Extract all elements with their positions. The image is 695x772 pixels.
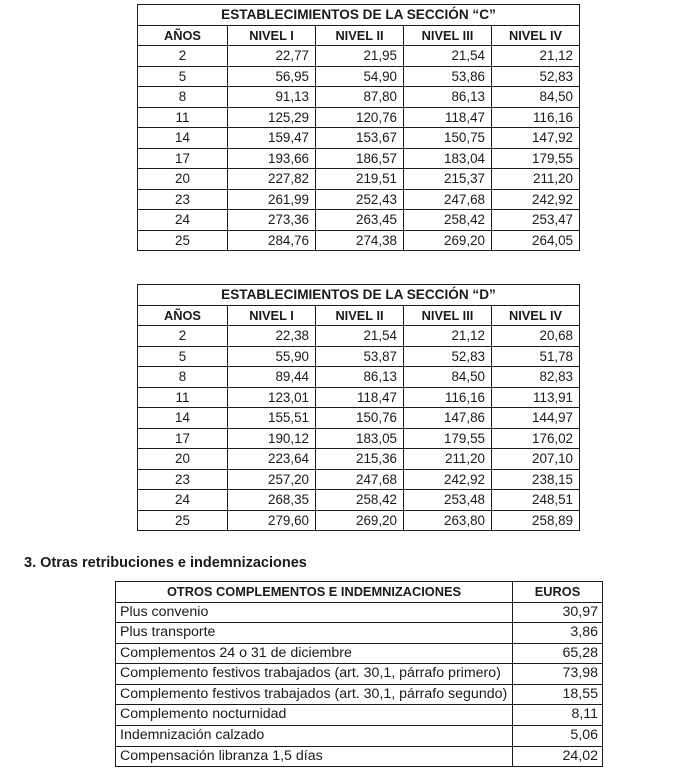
value-cell: 238,15: [492, 469, 580, 490]
years-cell: 17: [138, 428, 228, 449]
table-row: [138, 148, 580, 169]
amount-cell: 24,02: [513, 746, 603, 767]
value-cell: 179,55: [492, 148, 580, 169]
value-cell: 257,20: [228, 469, 316, 490]
table-row: [116, 684, 603, 705]
concept-cell: Complemento nocturnidad: [116, 705, 513, 726]
years-cell: 25: [138, 510, 228, 531]
value-cell: 20,68: [492, 326, 580, 347]
value-cell: 84,50: [404, 367, 492, 388]
value-cell: 215,37: [404, 169, 492, 190]
value-cell: 253,48: [404, 490, 492, 511]
table-row: [116, 664, 603, 685]
years-cell: 5: [138, 346, 228, 367]
years-cell: 11: [138, 387, 228, 408]
value-cell: 51,78: [492, 346, 580, 367]
value-cell: 54,90: [316, 66, 404, 87]
value-cell: 274,38: [316, 230, 404, 251]
table-row: [138, 210, 580, 231]
value-cell: 86,13: [316, 367, 404, 388]
table-row: [138, 490, 580, 511]
value-cell: 263,80: [404, 510, 492, 531]
value-cell: 86,13: [404, 87, 492, 108]
amount-cell: 3,86: [513, 623, 603, 644]
column-header-nivel-3: NIVEL III: [404, 305, 492, 326]
value-cell: 179,55: [404, 428, 492, 449]
value-cell: 263,45: [316, 210, 404, 231]
value-cell: 223,64: [228, 449, 316, 470]
column-header-nivel-1: NIVEL I: [228, 305, 316, 326]
table-row: [116, 746, 603, 767]
value-cell: 21,54: [404, 46, 492, 67]
value-cell: 21,12: [404, 326, 492, 347]
value-cell: 84,50: [492, 87, 580, 108]
value-cell: 113,91: [492, 387, 580, 408]
value-cell: 211,20: [404, 449, 492, 470]
column-header-anos: AÑOS: [138, 305, 228, 326]
value-cell: 258,42: [404, 210, 492, 231]
table-row: [138, 46, 580, 67]
value-cell: 211,20: [492, 169, 580, 190]
column-header-nivel-3: NIVEL III: [404, 25, 492, 46]
value-cell: 123,01: [228, 387, 316, 408]
value-cell: 91,13: [228, 87, 316, 108]
years-cell: 2: [138, 46, 228, 67]
amount-cell: 18,55: [513, 684, 603, 705]
years-cell: 23: [138, 189, 228, 210]
value-cell: 125,29: [228, 107, 316, 128]
value-cell: 242,92: [492, 189, 580, 210]
years-cell: 25: [138, 230, 228, 251]
table-row: [138, 469, 580, 490]
value-cell: 279,60: [228, 510, 316, 531]
amount-cell: 5,06: [513, 726, 603, 747]
value-cell: 21,12: [492, 46, 580, 67]
table-row: [138, 428, 580, 449]
years-cell: 17: [138, 148, 228, 169]
years-cell: 24: [138, 490, 228, 511]
years-cell: 11: [138, 107, 228, 128]
amount-cell: 8,11: [513, 705, 603, 726]
value-cell: 120,76: [316, 107, 404, 128]
value-cell: 52,83: [404, 346, 492, 367]
value-cell: 261,99: [228, 189, 316, 210]
other-complements-table: [115, 581, 603, 767]
years-cell: 8: [138, 87, 228, 108]
table-row: [116, 643, 603, 664]
concept-cell: Plus transporte: [116, 623, 513, 644]
value-cell: 186,57: [316, 148, 404, 169]
table-row: [138, 128, 580, 149]
years-cell: 8: [138, 367, 228, 388]
table-row: [116, 602, 603, 623]
concept-cell: Indemnización calzado: [116, 726, 513, 747]
value-cell: 248,51: [492, 490, 580, 511]
concept-cell: Complemento festivos trabajados (art. 30,1, párrafo segundo): [116, 684, 513, 705]
table-row: [138, 230, 580, 251]
value-cell: 153,67: [316, 128, 404, 149]
value-cell: 155,51: [228, 408, 316, 429]
value-cell: 247,68: [404, 189, 492, 210]
table-row: [138, 510, 580, 531]
years-cell: 20: [138, 449, 228, 470]
value-cell: 22,38: [228, 326, 316, 347]
value-cell: 258,42: [316, 490, 404, 511]
column-header-concept: OTROS COMPLEMENTOS E INDEMNIZACIONES: [116, 582, 513, 603]
amount-cell: 65,28: [513, 643, 603, 664]
value-cell: 247,68: [316, 469, 404, 490]
header-row: [116, 582, 603, 603]
salary-table-section-d: [137, 284, 580, 531]
value-cell: 52,83: [492, 66, 580, 87]
value-cell: 147,86: [404, 408, 492, 429]
amount-cell: 73,98: [513, 664, 603, 685]
value-cell: 21,54: [316, 326, 404, 347]
value-cell: 193,66: [228, 148, 316, 169]
table-row: [138, 107, 580, 128]
table-row: [138, 87, 580, 108]
value-cell: 264,05: [492, 230, 580, 251]
value-cell: 252,43: [316, 189, 404, 210]
column-header-nivel-2: NIVEL II: [316, 25, 404, 46]
years-cell: 23: [138, 469, 228, 490]
value-cell: 150,76: [316, 408, 404, 429]
column-header-nivel-4: NIVEL IV: [492, 25, 580, 46]
header-row: [138, 25, 580, 46]
amount-cell: 30,97: [513, 602, 603, 623]
value-cell: 21,95: [316, 46, 404, 67]
value-cell: 253,47: [492, 210, 580, 231]
table-row: [138, 408, 580, 429]
value-cell: 144,97: [492, 408, 580, 429]
table-row: [138, 387, 580, 408]
value-cell: 207,10: [492, 449, 580, 470]
header-row: [138, 305, 580, 326]
value-cell: 56,95: [228, 66, 316, 87]
value-cell: 118,47: [316, 387, 404, 408]
concept-cell: Complemento festivos trabajados (art. 30,1, párrafo primero): [116, 664, 513, 685]
value-cell: 150,75: [404, 128, 492, 149]
value-cell: 118,47: [404, 107, 492, 128]
value-cell: 273,36: [228, 210, 316, 231]
value-cell: 82,83: [492, 367, 580, 388]
value-cell: 215,36: [316, 449, 404, 470]
value-cell: 53,87: [316, 346, 404, 367]
column-header-nivel-1: NIVEL I: [228, 25, 316, 46]
years-cell: 24: [138, 210, 228, 231]
concept-cell: Plus convenio: [116, 602, 513, 623]
column-header-nivel-4: NIVEL IV: [492, 305, 580, 326]
value-cell: 87,80: [316, 87, 404, 108]
table-row: [116, 705, 603, 726]
column-header-anos: AÑOS: [138, 25, 228, 46]
value-cell: 183,04: [404, 148, 492, 169]
value-cell: 190,12: [228, 428, 316, 449]
table-row: [138, 449, 580, 470]
table-row: [138, 346, 580, 367]
table-row: [138, 326, 580, 347]
table-title: ESTABLECIMIENTOS DE LA SECCIÓN “C”: [138, 5, 580, 26]
value-cell: 227,82: [228, 169, 316, 190]
value-cell: 147,92: [492, 128, 580, 149]
column-header-nivel-2: NIVEL II: [316, 305, 404, 326]
value-cell: 89,44: [228, 367, 316, 388]
years-cell: 14: [138, 408, 228, 429]
table-title: ESTABLECIMIENTOS DE LA SECCIÓN “D”: [138, 285, 580, 306]
table-row: [138, 189, 580, 210]
section-heading: 3. Otras retribuciones e indemnizaciones: [24, 555, 307, 571]
value-cell: 242,92: [404, 469, 492, 490]
years-cell: 5: [138, 66, 228, 87]
column-header-euros: EUROS: [513, 582, 603, 603]
value-cell: 55,90: [228, 346, 316, 367]
value-cell: 219,51: [316, 169, 404, 190]
concept-cell: Complementos 24 o 31 de diciembre: [116, 643, 513, 664]
table-row: [116, 726, 603, 747]
table-row: [138, 66, 580, 87]
table-row: [138, 367, 580, 388]
years-cell: 14: [138, 128, 228, 149]
value-cell: 116,16: [404, 387, 492, 408]
concept-cell: Compensación libranza 1,5 días: [116, 746, 513, 767]
years-cell: 2: [138, 326, 228, 347]
value-cell: 22,77: [228, 46, 316, 67]
years-cell: 20: [138, 169, 228, 190]
value-cell: 183,05: [316, 428, 404, 449]
value-cell: 258,89: [492, 510, 580, 531]
value-cell: 284,76: [228, 230, 316, 251]
value-cell: 269,20: [316, 510, 404, 531]
value-cell: 269,20: [404, 230, 492, 251]
salary-table-section-c: [137, 4, 580, 251]
value-cell: 53,86: [404, 66, 492, 87]
value-cell: 159,47: [228, 128, 316, 149]
table-row: [116, 623, 603, 644]
value-cell: 176,02: [492, 428, 580, 449]
value-cell: 116,16: [492, 107, 580, 128]
value-cell: 268,35: [228, 490, 316, 511]
table-row: [138, 169, 580, 190]
